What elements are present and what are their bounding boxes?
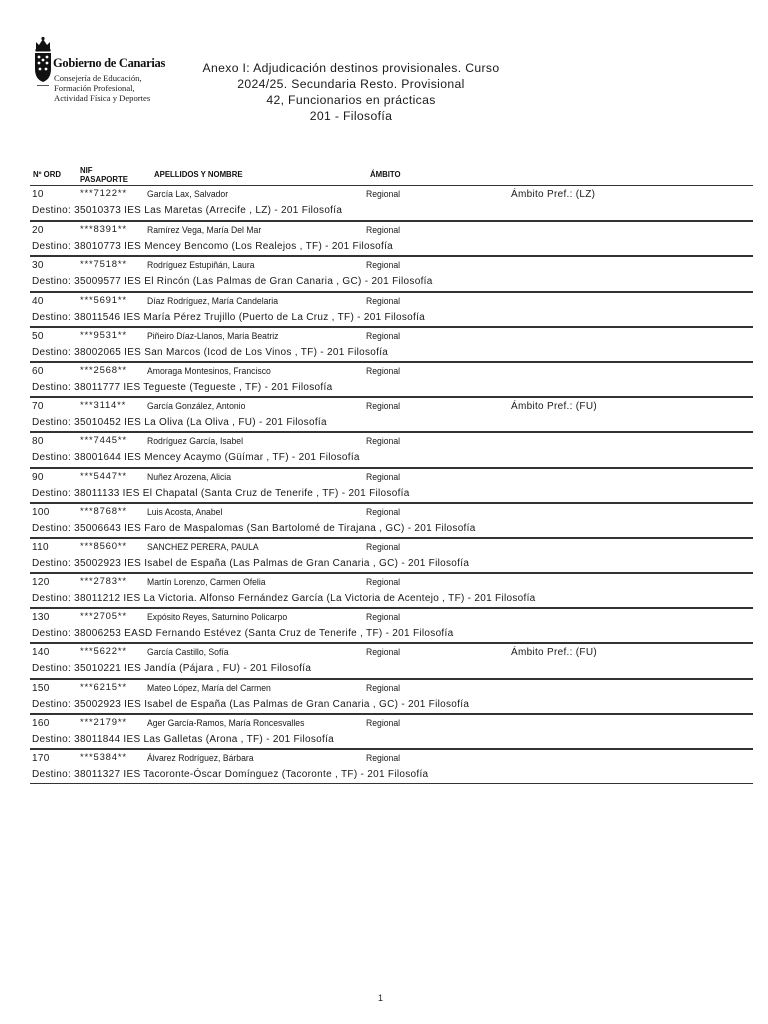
record-destino: Destino: 35006643 IES Faro de Maspalomas (San Bartolomé de Tirajana , GC) - 201 Filosofía	[32, 522, 476, 534]
record-destino: Destino: 38001644 IES Mencey Acaymo (Güímar , TF) - 201 Filosofía	[32, 452, 360, 464]
record-destino: Destino: 38011546 IES María Pérez Trujillo (Puerto de La Cruz , TF) - 201 Filosofía	[32, 311, 426, 323]
title-line: 42, Funcionarios en prácticas	[266, 93, 436, 107]
record-nif: ***6215**	[80, 681, 127, 693]
record-destino: Destino: 38011327 IES Tacoronte-Óscar Domínguez (Tacoronte , TF) - 201 Filosofía	[32, 769, 429, 780]
record-row	[30, 432, 753, 467]
record-row	[30, 643, 753, 678]
record-nif: ***9531**	[80, 329, 127, 341]
record-row	[30, 327, 753, 362]
record-ord: 90	[32, 471, 44, 483]
logo-subtitle-line: Consejería de Educación,	[54, 73, 142, 83]
record-row	[30, 221, 753, 256]
record-row	[30, 749, 753, 784]
record-ord: 110	[32, 541, 49, 553]
record-ord: 20	[32, 225, 44, 237]
record-destino: Destino: 38002065 IES San Marcos (Icod de Los Vinos , TF) - 201 Filosofía	[32, 346, 389, 358]
header-nif	[80, 166, 128, 184]
record-ambito: Regional	[366, 260, 401, 272]
record-ord: 160	[32, 717, 50, 729]
record-nif: ***7518**	[80, 259, 127, 271]
record-row	[30, 397, 753, 432]
record-ambito: Regional	[366, 682, 401, 694]
logo-subtitle-line: Formación Profesional,	[54, 83, 135, 93]
record-ambito: Regional	[366, 506, 401, 518]
record-name: Díaz Rodríguez, María Candelaria	[147, 295, 279, 307]
record-name: Mateo López, María del Carmen	[147, 682, 271, 694]
record-ambito: Regional	[366, 753, 401, 764]
record-nif: ***8768**	[80, 505, 127, 517]
record-name: Álvarez Rodríguez, Bárbara	[147, 753, 254, 764]
logo-title: Gobierno de Canarias	[53, 56, 166, 70]
record-destino: Destino: 35010373 IES Las Maretas (Arrecife , LZ) - 201 Filosofía	[32, 205, 343, 216]
record-ambito: Regional	[366, 717, 401, 729]
record-ord: 150	[32, 682, 50, 694]
record-destino: Destino: 38011212 IES La Victoria. Alfonso Fernández García (La Victoria de Acentejo , TF) - 201 Filosofía	[32, 593, 536, 605]
header-name: APELLIDOS Y NOMBRE	[154, 170, 243, 179]
record-ambito: Regional	[366, 471, 401, 483]
record-name: Amoraga Montesinos, Francisco	[147, 365, 271, 377]
record-ord: 50	[32, 330, 44, 342]
record-name: García Castillo, Sofía	[147, 647, 229, 659]
record-nif: ***2568**	[80, 364, 127, 376]
record-name: Martín Lorenzo, Carmen Ofelia	[147, 577, 266, 589]
record-destino: Destino: 35010221 IES Jandía (Pájara , FU) - 201 Filosofía	[32, 663, 312, 675]
record-ord: 140	[32, 647, 50, 659]
record-nif: ***3114**	[80, 400, 127, 412]
record-destino: Destino: 38011133 IES El Chapatal (Santa Cruz de Tenerife , TF) - 201 Filosofía	[32, 487, 410, 499]
record-name: Luis Acosta, Anabel	[147, 506, 223, 518]
record-ambito: Regional	[366, 365, 401, 377]
record-row	[30, 468, 753, 503]
record-ambito-pref: Ámbito Pref.: (FU)	[511, 647, 597, 659]
record-nif: ***7445**	[80, 435, 127, 447]
record-row	[30, 362, 753, 397]
record-destino: Destino: 35010452 IES La Oliva (La Oliva , FU) - 201 Filosofía	[32, 417, 327, 429]
record-row	[30, 714, 753, 749]
record-ord: 60	[32, 365, 44, 377]
record-nif: ***2179**	[80, 716, 127, 728]
record-ord: 170	[32, 753, 50, 764]
record-destino: Destino: 38011777 IES Tegueste (Tegueste , TF) - 201 Filosofía	[32, 381, 333, 393]
record-nif: ***5691**	[80, 294, 127, 306]
title-line: 201 - Filosofía	[309, 109, 393, 123]
record-ord: 10	[32, 189, 44, 200]
record-ambito: Regional	[366, 295, 401, 307]
record-ambito: Regional	[366, 330, 401, 342]
record-ord: 120	[32, 577, 50, 589]
record-ord: 70	[32, 401, 44, 413]
record-ambito: Regional	[366, 577, 401, 589]
record-ambito-pref: Ámbito Pref.: (FU)	[511, 401, 597, 413]
record-ord: 80	[32, 436, 44, 448]
record-ord: 100	[32, 506, 50, 518]
record-ambito: Regional	[366, 541, 401, 553]
record-ambito: Regional	[366, 401, 401, 413]
record-row	[30, 186, 753, 221]
record-nif: ***8560**	[80, 540, 127, 552]
record-destino: Destino: 38010773 IES Mencey Bencomo (Los Realejos , TF) - 201 Filosofía	[32, 241, 394, 253]
record-ord: 40	[32, 295, 44, 307]
record-row	[30, 608, 753, 643]
record-nif: ***7122**	[80, 188, 127, 199]
record-name: Ramírez Vega, María Del Mar	[147, 225, 262, 237]
header-ambito: ÁMBITO	[370, 170, 401, 179]
record-name: García Lax, Salvador	[147, 189, 229, 200]
record-nif: ***5447**	[80, 470, 127, 482]
record-name: Nuñez Arozena, Alicia	[147, 471, 231, 483]
record-destino: Destino: 38011844 IES Las Galletas (Arona , TF) - 201 Filosofía	[32, 733, 335, 745]
gobierno-canarias-logo	[33, 36, 166, 112]
record-ambito: Regional	[366, 225, 401, 237]
record-nif: ***8391**	[80, 224, 127, 236]
record-destino: Destino: 35002923 IES Isabel de España (Las Palmas de Gran Canaria , GC) - 201 Filosofía	[32, 557, 470, 569]
records-list	[30, 186, 753, 784]
record-ord: 30	[32, 260, 44, 272]
record-row	[30, 538, 753, 573]
header-nif-line1: NIF	[80, 166, 93, 175]
record-name: Rodríguez Estupiñán, Laura	[147, 260, 255, 272]
record-nif: ***2705**	[80, 611, 127, 623]
record-ord: 130	[32, 612, 50, 624]
document-title	[186, 60, 516, 124]
logo-subtitle-line: Actividad Física y Deportes	[54, 93, 151, 103]
record-nif: ***5622**	[80, 646, 127, 658]
record-row	[30, 679, 753, 714]
record-name: Piñeiro Díaz-Llanos, María Beatriz	[147, 330, 279, 342]
title-line: 2024/25. Secundaria Resto. Provisional	[237, 77, 465, 91]
record-ambito: Regional	[366, 612, 401, 624]
record-destino: Destino: 35009577 IES El Rincón (Las Palmas de Gran Canaria , GC) - 201 Filosofía	[32, 276, 433, 288]
logo-subtitle	[54, 73, 150, 103]
header-nif-line2: PASAPORTE	[80, 175, 128, 184]
record-row	[30, 256, 753, 291]
record-nif: ***5384**	[80, 752, 127, 763]
record-destino: Destino: 35002923 IES Isabel de España (Las Palmas de Gran Canaria , GC) - 201 Filosofía	[32, 698, 470, 710]
record-ambito: Regional	[366, 647, 401, 659]
record-destino: Destino: 38006253 EASD Fernando Estévez (Santa Cruz de Tenerife , TF) - 201 Filosofía	[32, 628, 454, 640]
record-name: Ager García-Ramos, María Roncesvalles	[147, 717, 305, 729]
title-line: Anexo I: Adjudicación destinos provisionales. Curso	[202, 61, 500, 75]
page-number: 1	[378, 993, 384, 1003]
record-ambito-pref: Ámbito Pref.: (LZ)	[511, 189, 596, 200]
record-ambito: Regional	[366, 189, 401, 200]
record-name: Rodríguez García, Isabel	[147, 436, 243, 448]
record-row	[30, 573, 753, 608]
record-row	[30, 503, 753, 538]
record-name: García González, Antonio	[147, 401, 246, 413]
header-ord: Nº ORD	[33, 170, 61, 179]
record-row	[30, 292, 753, 327]
record-nif: ***2783**	[80, 576, 127, 588]
record-name: Expósito Reyes, Saturnino Policarpo	[147, 612, 288, 624]
coat-of-arms-icon	[33, 36, 53, 108]
record-ambito: Regional	[366, 436, 401, 448]
record-name: SANCHEZ PERERA, PAULA	[147, 541, 259, 553]
